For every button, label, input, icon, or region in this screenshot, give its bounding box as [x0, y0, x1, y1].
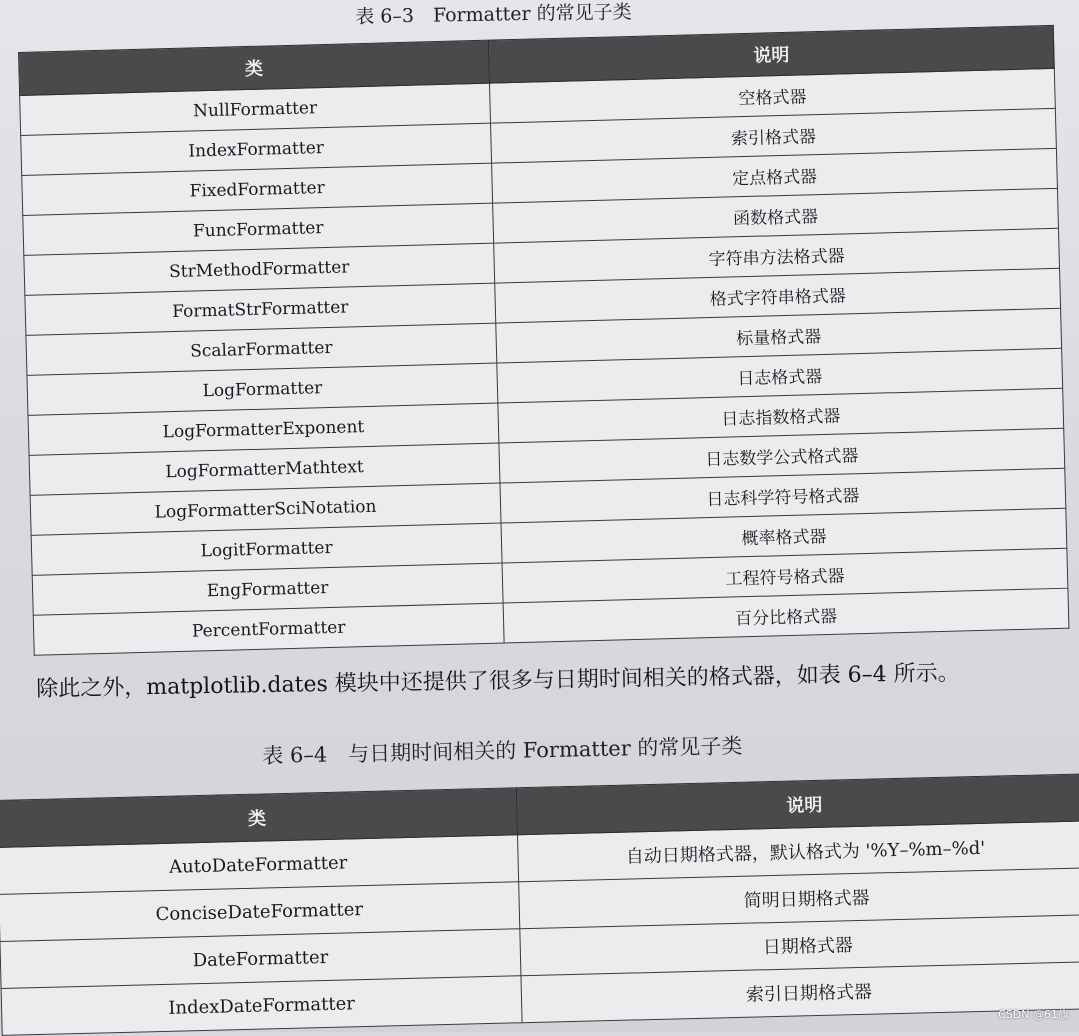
watermark: CSDN @61旗: [998, 1008, 1069, 1021]
description-cell: 格式字符串格式器: [495, 268, 1061, 323]
class-cell: EngFormatter: [32, 563, 503, 615]
description-cell: 百分比格式器: [503, 588, 1069, 643]
class-cell: PercentFormatter: [33, 603, 504, 655]
description-cell: 索引格式器: [491, 108, 1057, 163]
class-cell: IndexFormatter: [21, 123, 492, 175]
class-cell: StrMethodFormatter: [24, 243, 495, 295]
table-caption: 表 6–4 与日期时间相关的 Formatter 的常见子类: [262, 733, 743, 768]
body-paragraph: 除此之外，matplotlib.dates 模块中还提供了很多与日期时间相关的格式器，如表 6–4 所示。: [36, 660, 960, 702]
description-cell: 简明日期格式器: [519, 868, 1079, 929]
class-cell: FormatStrFormatter: [25, 283, 496, 335]
header-class: 类: [0, 788, 518, 848]
class-cell: ConciseDateFormatter: [0, 882, 520, 942]
description-cell: 日期格式器: [520, 915, 1079, 976]
table-caption: 表 6–3 Formatter 的常见子类: [355, 1, 632, 28]
description-cell: 自动日期格式器，默认格式为 '%Y–%m–%d': [518, 821, 1079, 882]
class-cell: AutoDateFormatter: [0, 835, 519, 895]
description-cell: 函数格式器: [493, 188, 1059, 243]
description-cell: 概率格式器: [501, 508, 1067, 563]
description-cell: 字符串方法格式器: [494, 228, 1060, 283]
description-cell: 日志科学符号格式器: [500, 468, 1066, 523]
class-cell: LogFormatterMathtext: [29, 443, 500, 495]
class-cell: LogFormatter: [27, 363, 498, 415]
header-description: 说明: [516, 774, 1079, 835]
header-class: 类: [19, 40, 490, 95]
description-cell: 日志格式器: [497, 348, 1063, 403]
class-cell: ScalarFormatter: [26, 323, 497, 375]
description-cell: 索引日期格式器: [521, 962, 1079, 1023]
description-cell: 日志指数格式器: [498, 388, 1064, 443]
formatter-subclass-table: [18, 25, 1069, 656]
class-cell: FixedFormatter: [22, 163, 493, 215]
date-formatter-table: [0, 773, 1079, 1036]
description-cell: 定点格式器: [492, 148, 1058, 203]
class-cell: IndexDateFormatter: [1, 976, 522, 1036]
class-cell: DateFormatter: [0, 929, 521, 989]
class-cell: LogitFormatter: [31, 523, 502, 575]
description-cell: 工程符号格式器: [502, 548, 1068, 603]
class-cell: FuncFormatter: [23, 203, 494, 255]
description-cell: 标量格式器: [496, 308, 1062, 363]
description-cell: 日志数学公式格式器: [499, 428, 1065, 483]
description-cell: 空格式器: [489, 68, 1055, 123]
class-cell: NullFormatter: [20, 83, 491, 135]
header-description: 说明: [488, 25, 1054, 83]
class-cell: LogFormatterExponent: [28, 403, 499, 455]
class-cell: LogFormatterSciNotation: [30, 483, 501, 535]
